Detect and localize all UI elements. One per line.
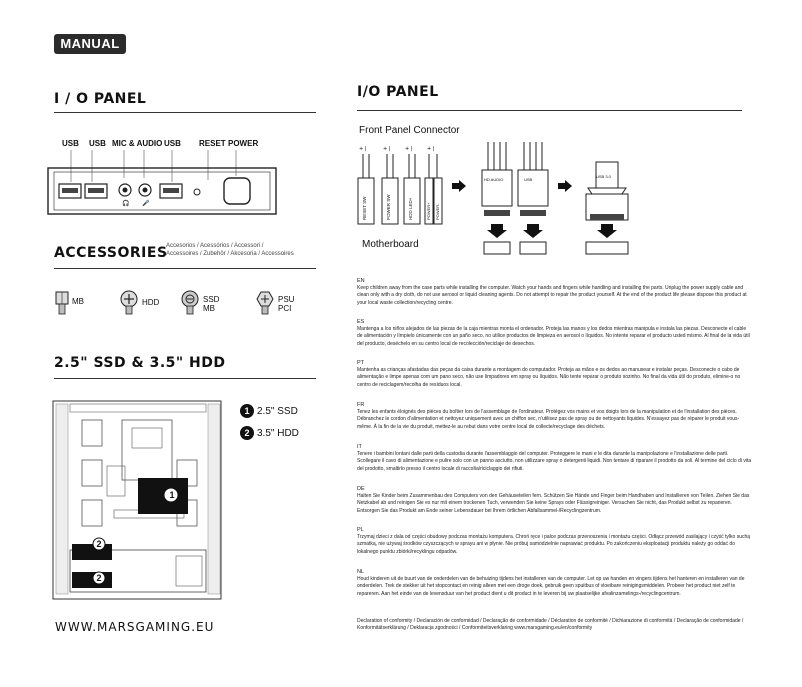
header-label-usb3: USB 3.0 [596, 174, 611, 179]
divider [54, 268, 316, 269]
port-label-usb-1: USB [62, 139, 79, 148]
lang-code: PL [357, 527, 364, 533]
motherboard-label: Motherboard [362, 239, 419, 250]
io-panel-diagram [44, 150, 284, 220]
lang-code: EN [357, 278, 365, 284]
connector-hdd-led: HDD LED+ [408, 197, 413, 220]
drives-title: 2.5" SSD & 3.5" HDD [54, 355, 226, 371]
header-label-usb: USB [524, 177, 533, 182]
legend-badge-1: 1 [240, 404, 254, 418]
accessories-subtitle-line2: Accessoires / Zubehör / Akcesoria / Accessoires [166, 250, 294, 257]
lang-block-de [357, 486, 752, 515]
hdd-screw-icon [118, 290, 140, 316]
accessory-label-psu-pci: PSU PCI [278, 295, 295, 313]
divider [54, 112, 316, 113]
psu-screw-icon [254, 290, 276, 316]
svg-text:+ |: + | [383, 146, 391, 152]
accessory-label-mb: MB [72, 297, 84, 306]
lang-text: Halten Sie Kinder beim Zusammenbau des Computers von den Gehäuseteilen fern. Schützen Sie Hände und Finger beim Handhaben und Installieren von Teilen. Ziehen Sie das Netzkabel ab und reinigen Sie es nur mit einem trockenen Tuch, verwenden Sie keine Sprays oder Flüssigreiniger. Versuchen Sie nicht, das Produkt selbst zu reparieren. Entsorgen Sie das Produkt am Ende seiner Lebensdauer bei Ihrem örtlichen Abfallsammel-/Recyclingzentrum. [357, 493, 750, 514]
lang-block-fr [357, 402, 752, 431]
lang-block-it [357, 444, 752, 473]
arrow-right-icon [558, 180, 572, 192]
connector-power-sw: POWER SW [386, 194, 391, 220]
arrow-right-icon [452, 180, 466, 192]
divider [357, 110, 742, 111]
lang-block-en [357, 278, 752, 307]
lang-code: FR [357, 402, 365, 408]
manual-badge: MANUAL [54, 34, 126, 54]
lang-text: Mantenga a los niños alejados de las piezas de la caja mientras monta el ordenador. Proteja las manos y los dedos mientras manipula e instala las piezas. Desconecte el cable de alimentación y límpielo únicamente con un paño seco, no utilice productos de limpieza en aerosol o líquidos. No intente reparar el producto usted mismo. Al final de la vida útil del producto, deséchelo en su centro local de recolección/reciclaje de desechos. [357, 326, 750, 347]
legend-label-ssd: 2.5" SSD [257, 406, 298, 417]
lang-block-nl [357, 569, 752, 598]
lang-code: NL [357, 569, 365, 575]
callout-hdd-2: 2 [96, 573, 102, 583]
legend-label-hdd: 3.5" HDD [257, 428, 299, 439]
divider [54, 378, 316, 379]
header-label-hd-audio: HD AUDIO [484, 177, 504, 182]
lang-text: Trzymaj dzieci z dala od części obudowy podczas montażu komputera. Chroń ręce i palce podczas przenoszenia i montażu części. Odłącz przewód zasilający i czyść tylko suchą szmatką, nie używaj środków czyszczących w sprayu ani w płynie. Nie próbuj samodzielnie naprawiać produktu. Po zakończeniu eksploatacji produktu należy go oddać do lokalnego punktu zbiórki/recyklingu odpadów. [357, 534, 751, 555]
lang-code: IT [357, 444, 362, 450]
connector-power-plus: POWER+ [426, 202, 431, 220]
port-label-reset: RESET [199, 139, 226, 148]
lang-block-pl [357, 527, 752, 556]
connector-title: Front Panel Connector [359, 125, 460, 136]
accessories-subtitle-line1: Accesorios / Acessórios / Accessori / [166, 243, 264, 249]
connector-reset-sw: RESET SW [362, 196, 367, 220]
lang-text: Tenez les enfants éloignés des pièces du boîtier lors de l'assemblage de l'ordinateur. Protégez vos mains et vos doigts lors de la manipulation et de l'installation des pièces. Débranchez le cordon d'alimentation et nettoyez uniquement avec un chiffon sec, n'utilisez pas de spray ou de nettoyants liquides. N'essayez pas de réparer le produit vous-même. À la fin de la vie du produit, mettez-le au rebut dans votre centre local de collecte/recyclage des déchets. [357, 409, 740, 430]
port-label-usb-3: USB [164, 139, 181, 148]
svg-text:🎧: 🎧 [122, 200, 130, 207]
lang-block-es [357, 319, 752, 348]
port-label-power: POWER [228, 139, 259, 148]
legend-badge-2: 2 [240, 426, 254, 440]
accessory-label-hdd: HDD [142, 298, 160, 307]
lang-text: Houd kinderen uit de buurt van de onderdelen van de behuizing tijdens het installeren van de computer. Let op uw handen en vingers tijdens het hanteren en installeren van de onderdelen. Trek de stekker uit het stopcontact en reinig alleen met een droge doek, gebruik geen spuitbus of vloeibare reinigingsmiddelen. Probeer het product niet zelf te repareren. Aan het einde van de levensduur van het product dient u dit product in te leveren bij uw plaatselijke afvalinzamelings-/recyclingcentrum. [357, 576, 745, 597]
lang-code: DE [357, 486, 365, 492]
case-interior-diagram [52, 400, 224, 602]
svg-text:+ |: + | [427, 146, 435, 152]
standoff-screw-icon [52, 290, 72, 316]
svg-text:+ |: + | [359, 146, 367, 152]
port-label-mic-audio: MIC & AUDIO [112, 139, 163, 148]
website-link[interactable]: WWW.MARSGAMING.EU [55, 620, 215, 634]
accessories-title: ACCESSORIES [54, 245, 168, 261]
svg-text:+ |: + | [405, 146, 413, 152]
ssd-screw-icon [179, 290, 201, 316]
declaration-of-conformity: Declaration of conformity / Declaración de conformidad / Declaração de conformidade / Déclaration de conformité / Dichiarazione di conformità / Declaração de conformidade / Konformitätserklärung / Deklaracja zgodności / Conformiteitsverklaring www.marsgaming.eu/en/conformity [357, 618, 744, 632]
connector-power-minus: POWER- [435, 203, 440, 220]
lang-text: Mantenha as crianças afastadas das peças da caixa durante a montagem do computador. Proteja as mãos e os dedos ao manusear e instalar peças. Desconecte o cabo de alimentação e limpe apenas com um pano seco, não use limpadores em spray ou líquidos. Não tente reparar o produto sozinho. No final da vida útil do produto, elimine-o no centro de reciclagem/recolha de resíduos local. [357, 367, 741, 388]
callout-ssd: 1 [169, 490, 175, 500]
lang-code: PT [357, 360, 365, 366]
callout-hdd-1: 2 [96, 539, 102, 549]
usb-audio-header-diagram [478, 140, 558, 258]
lang-block-pt [357, 360, 752, 389]
lang-code: ES [357, 319, 365, 325]
lang-text: Keep children away from the case parts while installing the computer. Watch your hands and fingers while handling and installing the parts. Unplug the power supply cable and clean only with a dry cloth, do not use aerosol or liquid cleaning agents. Do not attempt to repair the product yourself. At the end of the product life please dispose this product at your local waste collection/recycling centre. [357, 285, 747, 306]
io-panel-title: I / O PANEL [54, 91, 147, 107]
io-panel-title-right: I/O PANEL [357, 84, 439, 100]
port-label-usb-2: USB [89, 139, 106, 148]
svg-text:🎤: 🎤 [142, 200, 150, 207]
accessory-label-ssd-mb: SSD MB [203, 295, 220, 313]
lang-text: Tenere i bambini lontani dalle parti della custodia durante l'assemblaggio del computer. Proteggere le mani e le dita durante la manipolazione e l'installazione delle parti. Scollegare il cavo di alimentazione e pulire solo con un panno asciutto, non utilizzare spray o detergenti liquidi. Non tentare di riparare il prodotto da soli. Al termine del ciclo di vita del prodotto, smaltirlo presso il centro locale di raccolta/riciclaggio dei rifiuti. [357, 451, 752, 472]
